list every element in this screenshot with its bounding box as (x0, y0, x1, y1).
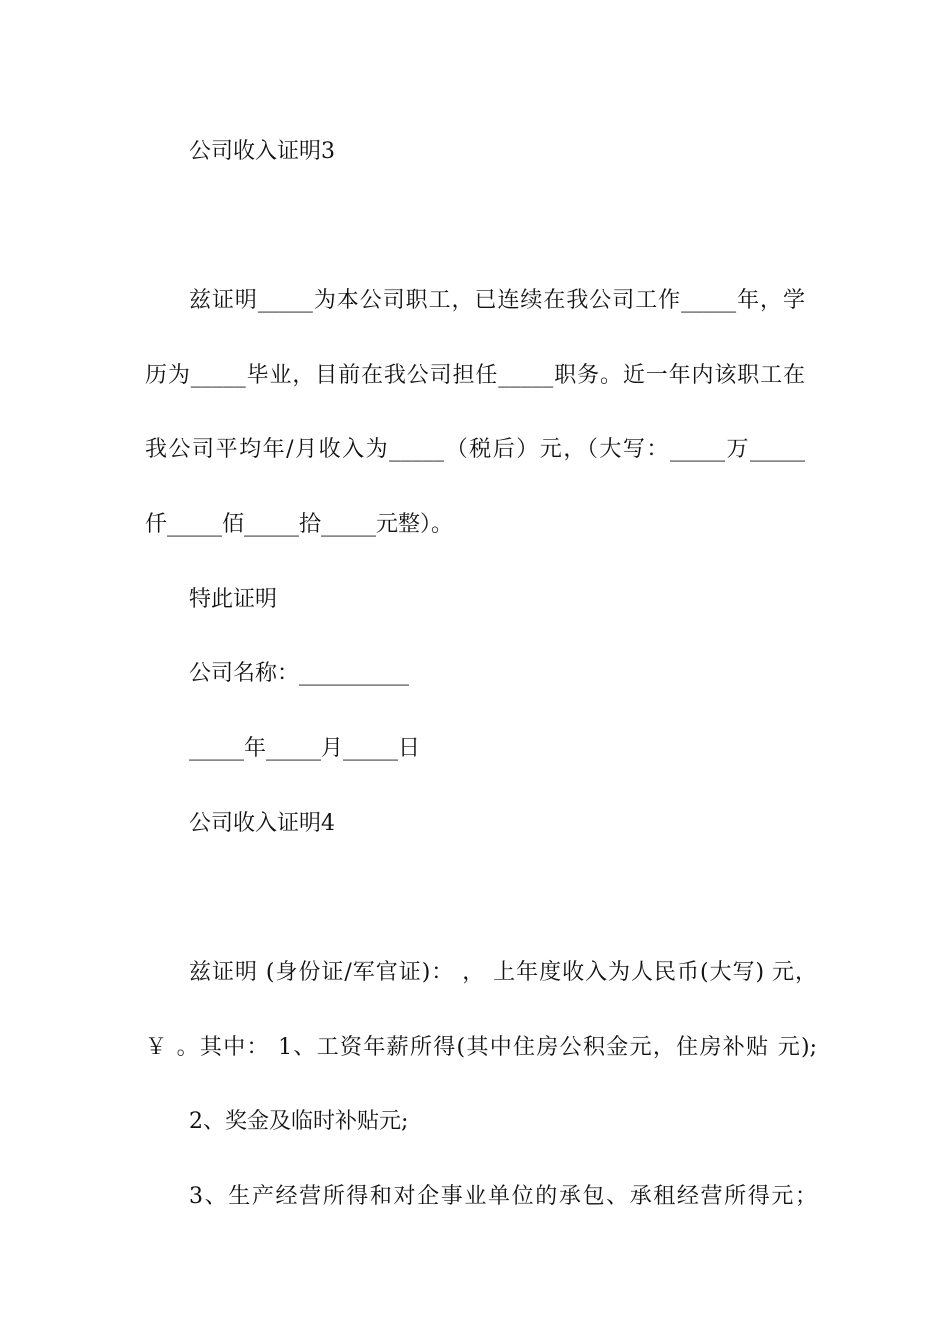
cert4-line-4: 3、生产经营所得和对企事业单位的承包、承租经营所得元； (189, 1184, 817, 1209)
cert3-line-3: 我公司平均年/月收入为_____（税后）元，（大写：_____万_____ (145, 437, 805, 462)
heading-3: 公司收入证明3 (189, 139, 335, 164)
cert4-line-1: 兹证明 (身份证/军官证)： ， 上年度收入为人民币(大写) 元， (189, 960, 817, 985)
date-field: _____年_____月_____日 (189, 736, 421, 761)
cert3-line-2: 历为_____毕业，目前在我公司担任_____职务。近一年内该职工在 (145, 363, 805, 388)
cert4-line-3: 2、奖金及临时补贴元; (189, 1109, 409, 1134)
special-certify: 特此证明 (189, 587, 278, 612)
cert4-line-2: ￥ 。其中： 1、工资年薪所得(其中住房公积金元，住房补贴 元); (145, 1035, 817, 1060)
cert3-line-4: 仟_____佰_____拾_____元整）。 (145, 512, 454, 537)
cert3-line-1: 兹证明_____为本公司职工，已连续在我公司工作_____年，学 (189, 288, 805, 313)
heading-4: 公司收入证明4 (189, 811, 335, 836)
company-name-field: 公司名称：__________ (189, 661, 410, 686)
